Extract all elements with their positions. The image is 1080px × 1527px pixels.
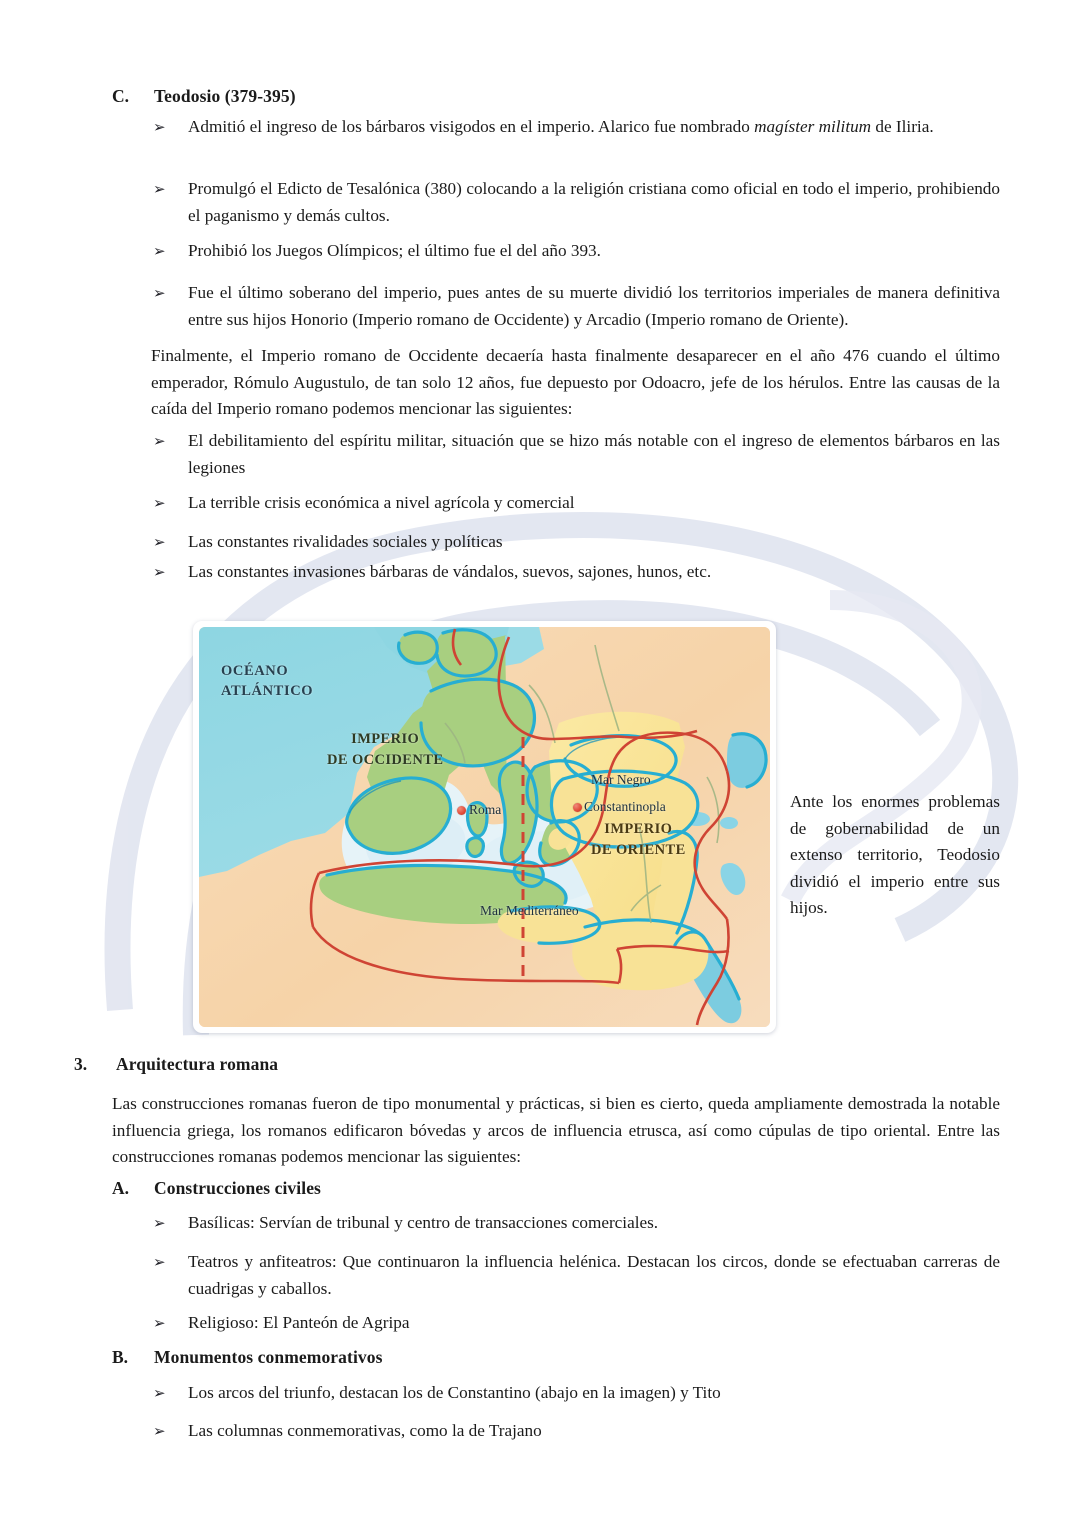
heading-construcciones-civiles xyxy=(112,1178,992,1199)
heading-monumentos-letter: B. xyxy=(112,1347,129,1367)
arrow-bullet-icon: ➢ xyxy=(153,1314,166,1332)
list-item xyxy=(150,490,1000,517)
map-graphic xyxy=(199,627,770,1027)
arrow-bullet-icon: ➢ xyxy=(153,1214,166,1232)
map-label-mediterranean-sea: Mar Mediterráneo xyxy=(480,903,579,918)
roman-empire-division-map xyxy=(193,621,776,1033)
arrow-bullet-icon: ➢ xyxy=(153,284,166,302)
heading-monumentos-conmemorativos xyxy=(112,1347,992,1368)
heading-teodosio-letter: C. xyxy=(112,86,130,106)
heading-teodosio xyxy=(112,86,992,107)
list-item xyxy=(150,559,1000,586)
arrow-bullet-icon: ➢ xyxy=(153,432,166,450)
map-label-black-sea: Mar Negro xyxy=(591,772,651,787)
map-canvas xyxy=(199,627,770,1027)
list-item-text: La terrible crisis económica a nivel agrícola y comercial xyxy=(188,493,575,512)
arrow-bullet-icon: ➢ xyxy=(153,1253,166,1271)
list-item xyxy=(150,1380,1000,1407)
map-label-rome: Roma xyxy=(469,802,502,817)
heading-arquitectura-title: Arquitectura romana xyxy=(116,1054,279,1074)
arrow-bullet-icon: ➢ xyxy=(153,242,166,260)
paragraph-caida-imperio: Finalmente, el Imperio romano de Occidente decaería hasta finalmente desaparecer en el año 476 cuando el último emperador, Rómulo Augustulo, de tan solo 12 años, fue depuesto por Odoacro, jefe de los hérulos. Entre las causas de la caída del Imperio romano podemos mencionar las siguientes: xyxy=(151,346,1000,418)
list-item-text: Fue el último soberano del imperio, pues antes de su muerte dividió los territorios imperiales de manera definitiva entre sus hijos Honorio (Imperio romano de Occidente) y Arcadio (Imperio romano de Oriente). xyxy=(188,283,1000,329)
arrow-bullet-icon: ➢ xyxy=(153,1384,166,1402)
arrow-bullet-icon: ➢ xyxy=(153,180,166,198)
list-item-text: Las constantes invasiones bárbaras de vándalos, suevos, sajones, hunos, etc. xyxy=(188,562,712,581)
list-item-text: Basílicas: Servían de tribunal y centro de transacciones comerciales. xyxy=(188,1213,659,1232)
heading-arquitectura-romana xyxy=(74,1054,994,1075)
arrow-bullet-icon: ➢ xyxy=(153,563,166,581)
list-item xyxy=(150,1418,1000,1445)
heading-teodosio-title: Teodosio (379-395) xyxy=(154,86,296,106)
map-label-constantinople: Constantinopla xyxy=(584,799,666,814)
list-item xyxy=(150,176,1000,229)
arrow-bullet-icon: ➢ xyxy=(153,533,166,551)
list-item xyxy=(150,529,1000,556)
list-item xyxy=(150,280,1000,333)
city-marker-rome-icon xyxy=(457,806,466,815)
list-item-text: Las constantes rivalidades sociales y políticas xyxy=(188,532,503,551)
arrow-bullet-icon: ➢ xyxy=(153,1422,166,1440)
list-item xyxy=(150,1210,1000,1237)
list-item xyxy=(150,114,1000,141)
map-caption: Ante los enormes problemas de gobernabilidad de un extenso territorio, Teodosio dividió el imperio entre sus hijos. xyxy=(790,792,1000,917)
paragraph-arquitectura: Las construcciones romanas fueron de tipo monumental y prácticas, si bien es cierto, queda ampliamente demostrada la notable influencia griega, los romanos edificaron bóvedas y arcos de influencia etrusca, así como cúpulas de tipo oriental. Entre las construcciones romanas podemos mencionar las siguientes: xyxy=(112,1094,1000,1166)
list-item-text: Admitió el ingreso de los bárbaros visigodos en el imperio. Alarico fue nombrado magíster militum de Iliria. xyxy=(188,117,934,136)
list-item-text: Las columnas conmemorativas, como la de Trajano xyxy=(188,1421,542,1440)
heading-construcciones-letter: A. xyxy=(112,1178,130,1198)
list-item-text: Los arcos del triunfo, destacan los de Constantino (abajo en la imagen) y Tito xyxy=(188,1383,721,1402)
list-item xyxy=(150,428,1000,481)
map-label-western-empire: IMPERIO DE OCCIDENTE xyxy=(327,731,444,768)
list-item xyxy=(150,1249,1000,1302)
list-item xyxy=(150,238,1000,265)
list-item-text: El debilitamiento del espíritu militar, situación que se hizo más notable con el ingreso de elementos bárbaros en las legiones xyxy=(188,431,1000,477)
arrow-bullet-icon: ➢ xyxy=(153,494,166,512)
heading-monumentos-title: Monumentos conmemorativos xyxy=(154,1347,383,1367)
list-item xyxy=(150,1310,1000,1337)
list-item-text: Prohibió los Juegos Olímpicos; el último fue el del año 393. xyxy=(188,241,601,260)
list-item-text: Promulgó el Edicto de Tesalónica (380) colocando a la religión cristiana como oficial en todo el imperio, prohibiendo el paganismo y demás cultos. xyxy=(188,179,1000,225)
list-item-text: Religioso: El Panteón de Agripa xyxy=(188,1313,410,1332)
map-label-atlantic-ocean: OCÉANO ATLÁNTICO xyxy=(221,663,314,699)
map-label-eastern-empire: IMPERIO DE ORIENTE xyxy=(591,821,686,858)
heading-arquitectura-number: 3. xyxy=(74,1054,88,1074)
city-marker-constantinople-icon xyxy=(573,803,582,812)
heading-construcciones-title: Construcciones civiles xyxy=(154,1178,321,1198)
arrow-bullet-icon: ➢ xyxy=(153,118,166,136)
list-item-text: Teatros y anfiteatros: Que continuaron la influencia helénica. Destacan los circos, donde se efectuaban carreras de cuadrigas y caballos. xyxy=(188,1252,1000,1298)
